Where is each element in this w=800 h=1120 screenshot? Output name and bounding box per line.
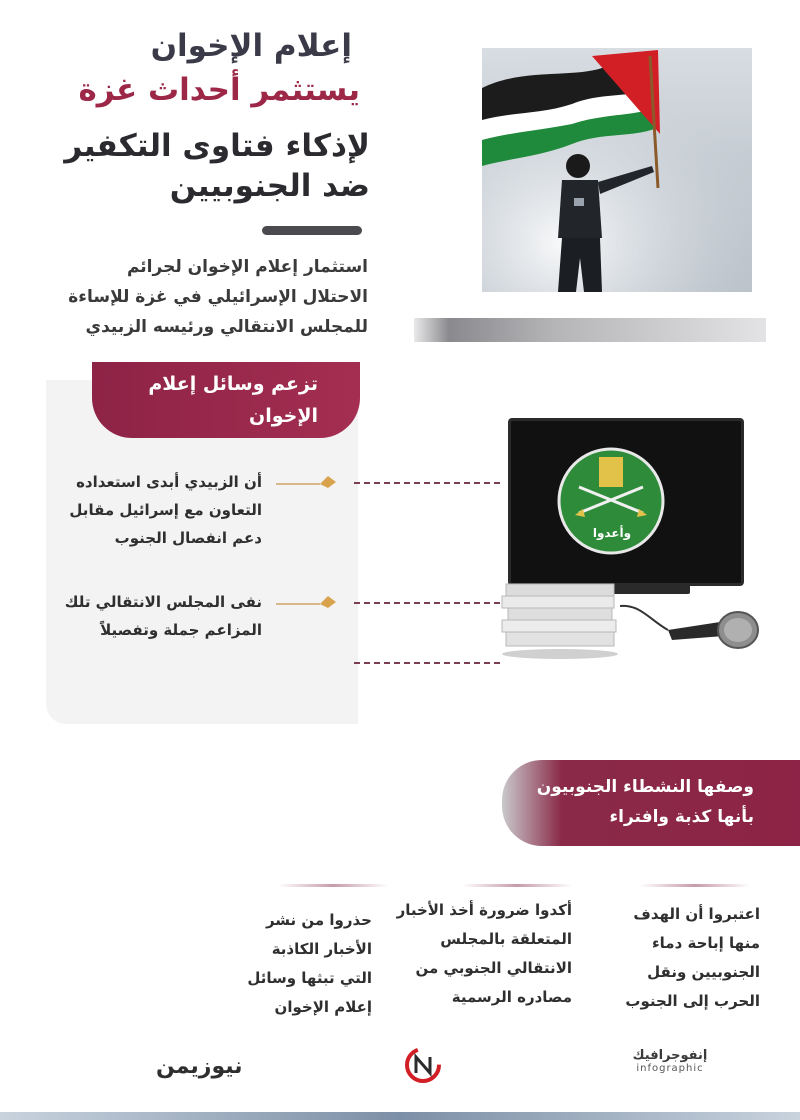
title-line-4: ضد الجنوبيين [169, 168, 370, 204]
reaction-column [392, 896, 572, 1012]
newsyemen-logo: نيوزيمن [156, 1054, 243, 1079]
title-divider [262, 226, 362, 235]
banner-line-2: بأنها كذبة وافتراء [609, 807, 754, 827]
n-logo-icon [404, 1046, 442, 1084]
subtitle [48, 252, 368, 342]
banner-line-1: وصفها النشطاء الجنوبيون [536, 777, 754, 797]
claims-panel-heading [88, 368, 318, 432]
decorative-strip [414, 318, 766, 342]
claim-item-line: أن الزبيدي أبدى استعداده [76, 473, 262, 491]
claim-item-line: المزاعم جملة وتفصيلاً [100, 621, 262, 639]
leaf-bullet-icon [276, 474, 338, 488]
reaction-line: الحرب إلى الجنوب [625, 992, 760, 1010]
bottom-bar [0, 1112, 800, 1120]
subtitle-line-2: الاحتلال الإسرائيلي في غزة للإساءة [68, 287, 368, 307]
column-divider [640, 884, 750, 887]
infographic-logo-en: infographic [636, 1063, 704, 1074]
reaction-line: إعلام الإخوان [274, 998, 372, 1016]
column-divider [462, 884, 572, 887]
reaction-line: التي تبثها وسائل [247, 969, 372, 987]
infographic-logo [630, 1048, 710, 1074]
reaction-line: مصادره الرسمية [451, 988, 572, 1006]
claim-item-line: نفى المجلس الانتقالي تلك [64, 593, 262, 611]
microphone-icon [620, 600, 760, 664]
tv-monitor [508, 418, 744, 586]
flag-photo-illustration [482, 48, 752, 292]
dashed-connector [354, 482, 500, 484]
claim-item-line: دعم انفصال الجنوب [114, 529, 262, 547]
reaction-line: حذروا من نشر [265, 911, 372, 929]
title-line-1: إعلام الإخوان [150, 28, 352, 64]
title-line-3: لإذكاء فتاوى التكفير [64, 128, 370, 164]
emblem-text: وأعدوا [592, 526, 632, 540]
infographic-logo-ar: إنفوجرافيك [632, 1048, 708, 1063]
reaction-line: اعتبروا أن الهدف [633, 905, 760, 923]
newspapers-icon [500, 570, 620, 660]
dashed-connector [354, 662, 500, 664]
dashed-connector [354, 602, 500, 604]
reaction-line: الجنوبيين ونقل [647, 963, 760, 981]
claim-item [42, 468, 262, 552]
brotherhood-emblem-icon [511, 421, 741, 583]
flag-photo [482, 48, 752, 292]
reaction-line: الانتقالي الجنوبي من [415, 959, 572, 977]
reaction-line: منها إباحة دماء [652, 934, 760, 952]
reaction-line: المتعلقة بالمجلس [440, 930, 572, 948]
leaf-bullet-icon [276, 594, 338, 608]
subtitle-line-1: استثمار إعلام الإخوان لجرائم [126, 257, 368, 277]
column-divider [278, 884, 388, 887]
reaction-line: الأخبار الكاذبة [271, 940, 372, 958]
subtitle-line-3: للمجلس الانتقالي ورئيسه الزبيدي [85, 317, 368, 337]
claims-heading-line-2: الإخوان [249, 405, 318, 427]
reaction-column [232, 906, 372, 1022]
claim-item [42, 588, 262, 644]
title-line-2: يستثمر أحداث غزة [78, 72, 360, 108]
reaction-column [620, 900, 760, 1016]
activists-banner-text [514, 772, 754, 832]
reaction-line: أكدوا ضرورة أخذ الأخبار [396, 901, 572, 919]
claim-item-line: التعاون مع إسرائيل مقابل [69, 501, 262, 519]
claims-heading-line-1: تزعم وسائل إعلام [148, 373, 318, 395]
